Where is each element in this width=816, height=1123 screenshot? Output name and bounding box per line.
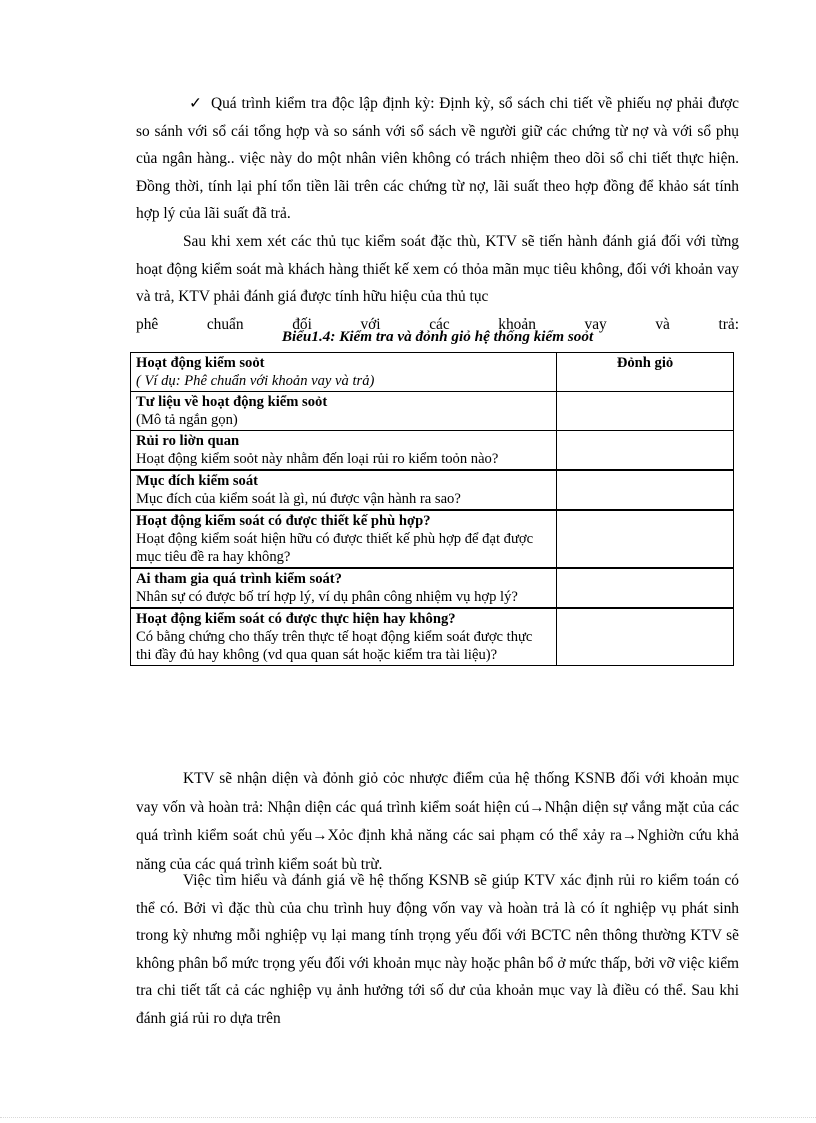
row-detail: Mục đích của kiểm soát là gì, nú được vận hành ra sao?: [136, 491, 461, 507]
assessment-cell[interactable]: [557, 392, 734, 431]
row-title: Mục đích kiểm soát: [136, 473, 259, 489]
page-bottom-divider: [0, 1117, 816, 1118]
assessment-cell[interactable]: [557, 510, 734, 568]
bullet-paragraph-text: Quá trình kiểm tra độc lập định kỳ: Định kỳ, sổ sách chi tiết về phiếu nợ phải được so sánh với sổ cái tổng hợp và so sánh với sổ sách về người giữ các chứng từ nợ và với sổ phụ của ngân hàng.. việc này do một nhân viên không có trách nhiệm theo dõi sổ chi tiết thực hiện. Đồng thời, tính lại phí tổn tiền lãi trên các chứng từ nợ, lãi suất theo hợp đồng để khảo sát tính hợp lý của lãi suất đã trả.: [136, 95, 739, 223]
risk-paragraph: Việc tìm hiểu và đánh giá về hệ thống KSNB sẽ giúp KTV xác định rủi ro kiểm toán có thể có. Bởi vì đặc thù của chu trình huy động vốn vay và hoàn trả là có ít nghiệp vụ phát sinh trong kỳ nhưng mỗi nghiệp vụ lại mang tính trọng yếu đối với BCTC nên thông thường KTV sẽ không phân bổ mức trọng yếu đối với khoản mục này hoặc phân bổ ở mức thấp, bởi vỡ việc kiểm tra chi tiết tất cả các nghiệp vụ ảnh hưởng tới số dư của khoản mục vay là điều có thể. Sau khi đánh giá rủi ro dựa trên: [136, 872, 739, 1027]
row-title: Rủi ro liờn quan: [136, 433, 240, 449]
table-caption: Biểu1.4: Kiểm tra và đỏnh giỏ hệ thống kiểm soỏt: [281, 328, 594, 345]
weakness-section: [136, 765, 739, 879]
table-row-content: [131, 470, 557, 510]
table-row-content: [131, 510, 557, 568]
row-detail: Có bằng chứng cho thấy trên thực tế hoạt động kiểm soát được thực thi đầy đủ hay không (vd qua quan sát hoặc kiểm tra tài liệu)?: [136, 629, 533, 663]
table-row-content: [131, 392, 557, 431]
intro-section: [136, 90, 739, 338]
row-detail: Hoạt động kiểm soát hiện hữu có được thiết kế phù hợp để đạt được mục tiêu đề ra hay không?: [136, 531, 534, 565]
assessment-cell[interactable]: [557, 568, 734, 608]
assessment-cell[interactable]: [557, 608, 734, 666]
assessment-cell[interactable]: [557, 431, 734, 471]
checkmark-icon: ✓: [189, 95, 202, 112]
header-activity-cell: [131, 353, 557, 392]
evaluation-paragraph-last-line: phê chuẩn đối với các khoản vay và trả:: [136, 315, 739, 333]
table-row: [131, 431, 734, 471]
table-row-content: [131, 431, 557, 471]
control-assessment-table: [130, 352, 734, 666]
table-row: [131, 568, 734, 608]
bullet-paragraph: [136, 90, 739, 228]
row-title: Ai tham gia quá trình kiểm soát?: [136, 571, 342, 587]
row-title: Tư liệu về hoạt động kiểm soỏt: [136, 394, 328, 410]
row-detail: Nhân sự có được bố trí hợp lý, ví dụ phân công nhiệm vụ hợp lý?: [136, 589, 518, 605]
table-row: [131, 608, 734, 666]
row-detail: (Mô tả ngắn gọn): [136, 412, 238, 428]
row-title: Hoạt động kiểm soát có được thiết kế phù hợp?: [136, 513, 431, 529]
weakness-paragraph: KTV sẽ nhận diện và đỏnh giỏ cỏc nhược điểm của hệ thống KSNB đối với khoản mục vay vốn và hoàn trả: Nhận diện các quá trình kiểm soát hiện cú→Nhận diện sự vắng mặt của các quá trình kiểm soát chủ yếu→Xỏc định khả năng các sai phạm có thể xảy ra→Nghiờn cứu khả năng của các quá trình kiểm soát bù trừ.: [136, 770, 739, 873]
assessment-cell[interactable]: [557, 470, 734, 510]
table-row-content: [131, 608, 557, 666]
header-activity-title: Hoạt động kiểm soỏt: [136, 355, 265, 371]
table-row: [131, 470, 734, 510]
header-activity-example: ( Ví dụ: Phê chuẩn với khoản vay và trả): [136, 373, 375, 389]
header-assessment-cell: Đỏnh giỏ: [557, 353, 734, 392]
row-detail: Hoạt động kiểm soỏt này nhằm đến loại rủi ro kiểm toỏn nào?: [136, 451, 499, 467]
table-row: [131, 510, 734, 568]
table-row: [131, 392, 734, 431]
row-title: Hoạt động kiểm soát có được thực hiện hay không?: [136, 611, 456, 627]
table-row-content: [131, 568, 557, 608]
risk-section: [136, 867, 739, 1032]
evaluation-paragraph: Sau khi xem xét các thủ tục kiểm soát đặc thù, KTV sẽ tiến hành đánh giá đối với từng hoạt động kiểm soát mà khách hàng thiết kế xem có thỏa mãn mục tiêu không, đối với khoản vay và trả, KTV phải đánh giá được tính hữu hiệu của thủ tục: [136, 232, 739, 306]
table-header-row: [131, 353, 734, 392]
